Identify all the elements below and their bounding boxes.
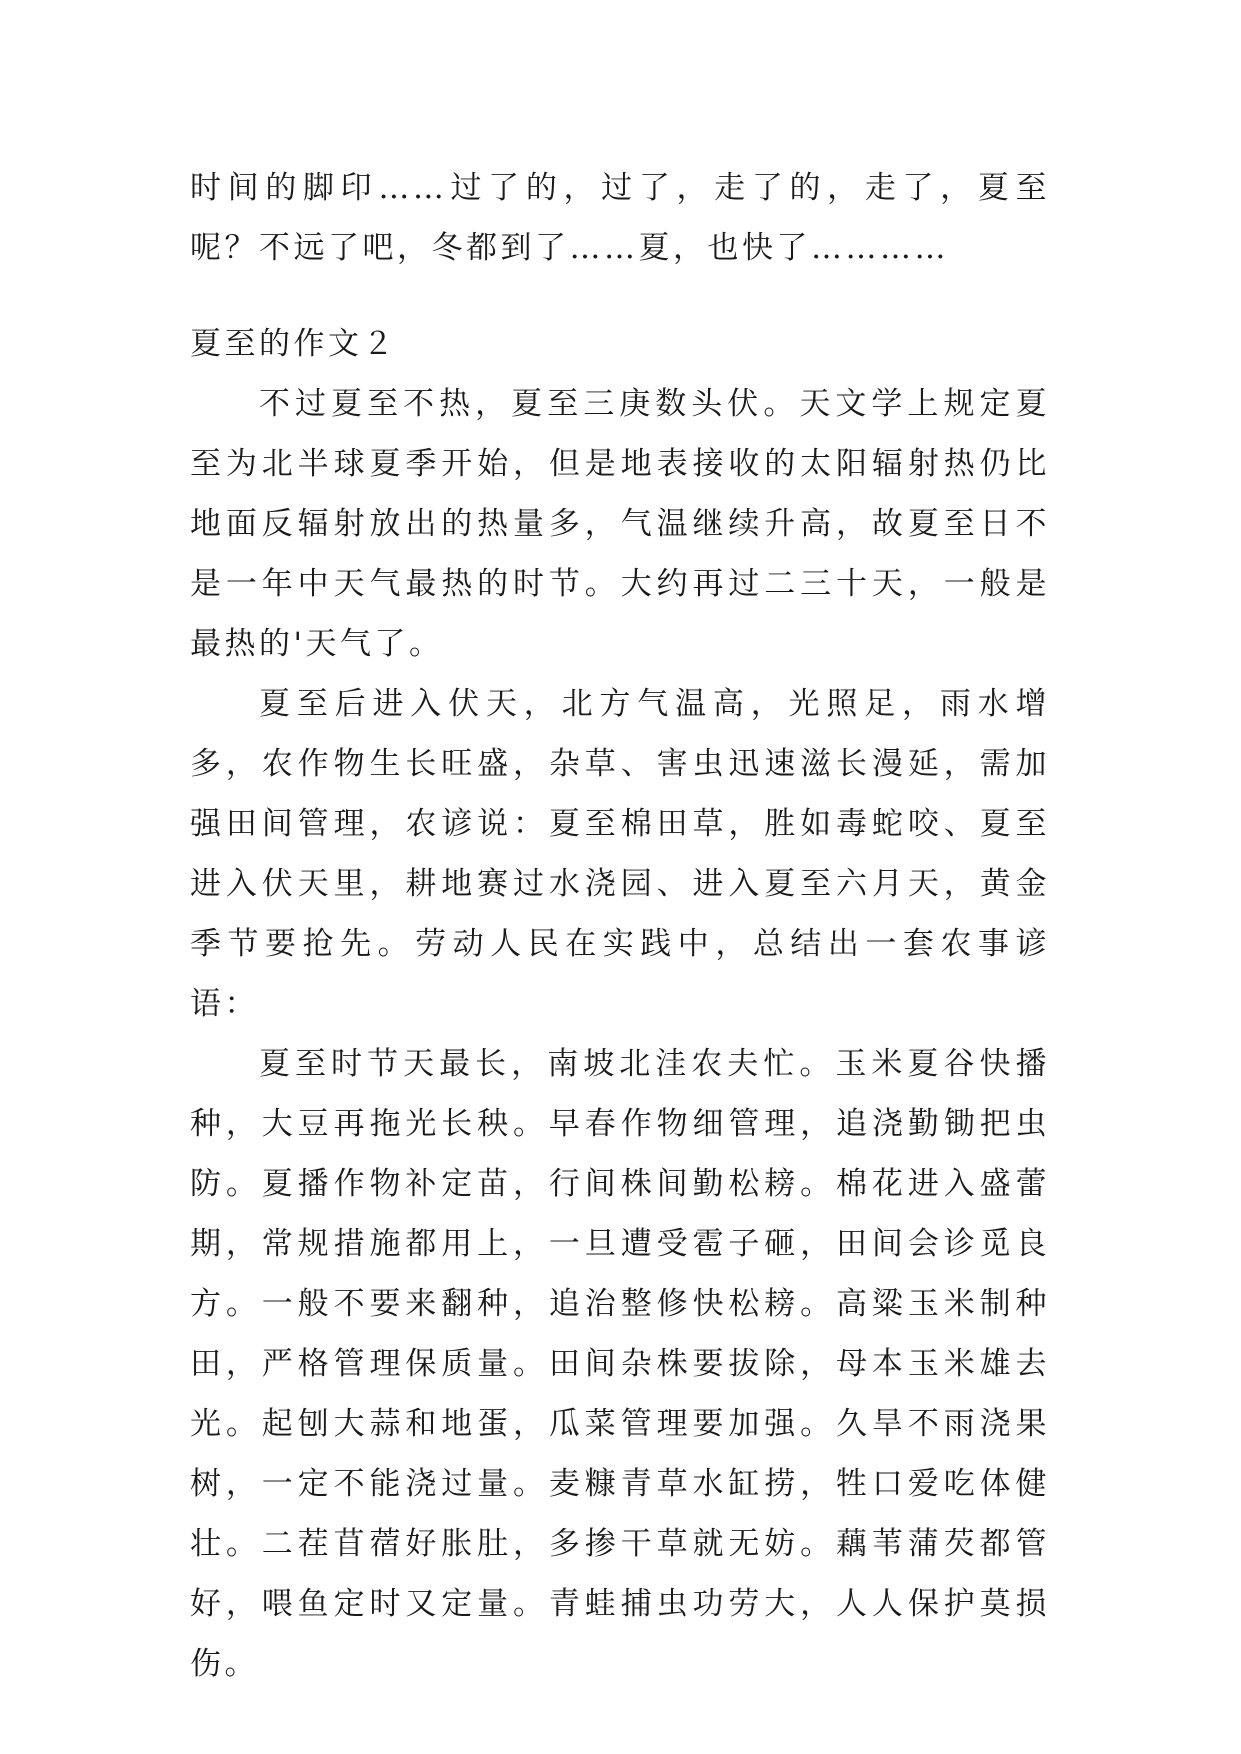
section-title: 夏至的作文２ bbox=[190, 326, 397, 362]
body-paragraph-1: 不过夏至不热，夏至三庚数头伏。天文学上规定夏至为北半球夏季开始，但是地表接收的太阳辐射热仍比地面反辐射放出的热量多，气温继续升高，故夏至日不是一年中天气最热的时节。大约再过二三十天，一般是最热的'天气了。 bbox=[190, 386, 1050, 662]
intro-paragraph: 时间的脚印……过了的，过了，走了的，走了，夏至呢？不远了吧，冬都到了……夏，也快了………… bbox=[190, 170, 1050, 266]
document-body bbox=[190, 158, 1050, 1694]
body-paragraph-2: 夏至后进入伏天，北方气温高，光照足，雨水增多，农作物生长旺盛，杂草、害虫迅速滋长漫延，需加强田间管理，农谚说：夏至棉田草，胜如毒蛇咬、夏至进入伏天里，耕地赛过水浇园、进入夏至六月天，黄金季节要抢先。劳动人民在实践中，总结出一套农事谚语： bbox=[190, 686, 1050, 1022]
body-paragraph-3: 夏至时节天最长，南坡北洼农夫忙。玉米夏谷快播种，大豆再拖光长秧。早春作物细管理，追浇勤锄把虫防。夏播作物补定苗，行间株间勤松耪。棉花进入盛蕾期，常规措施都用上，一旦遭受雹子砸，田间会诊觅良方。一般不要来翻种，追治整修快松耪。高粱玉米制种田，严格管理保质量。田间杂株要拔除，母本玉米雄去光。起刨大蒜和地蛋，瓜菜管理要加强。久旱不雨浇果树，一定不能浇过量。麦糠青草水缸捞，牲口爱吃体健壮。二茬苜蓿好胀肚，多掺干草就无妨。藕苇蒲芡都管好，喂鱼定时又定量。青蛙捕虫功劳大，人人保护莫损伤。 bbox=[190, 1046, 1050, 1682]
